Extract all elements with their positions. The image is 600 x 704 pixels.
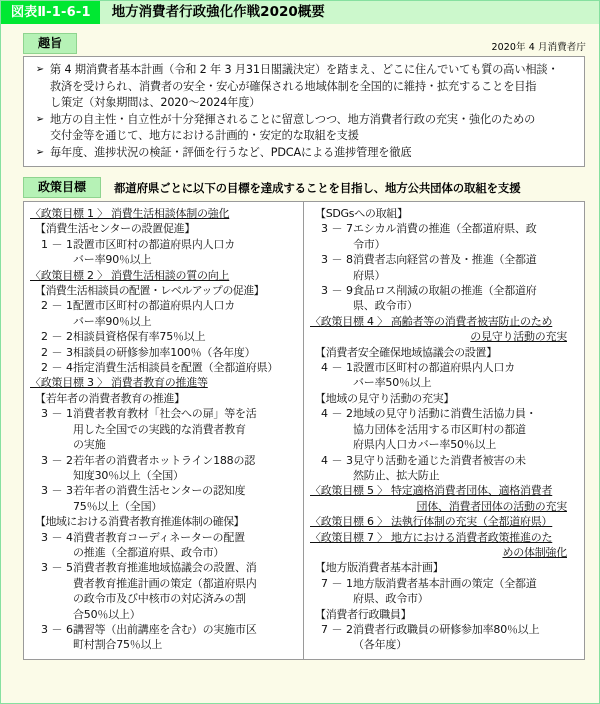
bullet-arrow-icon: ➢ (35, 146, 45, 158)
goal-item-text: 府県） (353, 268, 386, 282)
goal-item-text: 講習等（出前講座を含む）の実施市区 (73, 622, 257, 636)
figure-title-bar (1, 1, 599, 25)
goal-item-number: 2 － 1 (41, 299, 73, 313)
goal-item (29, 360, 300, 375)
goal-item (309, 453, 581, 468)
goal-item-number: 2 － 3 (41, 345, 73, 359)
goal-item-text: 協力団体を活用する市区町村の都道 (353, 422, 526, 436)
goal-heading: 〈政策目標 4 〉 高齢者等の消費者被害防止のため (310, 314, 553, 328)
goal-item-text: 食品ロス削減の取組の推進（全都道府 (353, 284, 537, 298)
goal-item-text: バー率50％以上 (353, 376, 432, 390)
goal-item-text: 費者教育推進計画の策定（都道府県内 (73, 576, 257, 590)
goal-heading: 〈政策目標 2 〉 消費生活相談の質の向上 (30, 268, 230, 282)
goal-item-number: 3 － 8 (321, 253, 353, 267)
goal-item (29, 530, 300, 545)
goal-item (29, 345, 300, 360)
goal-item-continuation (309, 268, 581, 283)
goal-subheading: 【地域における消費者教育推進体制の確保】 (35, 515, 244, 529)
goal-item-text: 府県、政令市） (353, 592, 429, 606)
goal-subheading: 【地方版消費者基本計画】 (315, 561, 444, 575)
goal-subheading: 【消費生活センターの設置促進】 (35, 222, 196, 236)
goal-item-text: 地域の見守り活動に消費生活協力員・ (353, 407, 537, 421)
goal-item-text: 町村割合75％以上 (73, 638, 163, 652)
goal-item-continuation (29, 591, 300, 606)
goal-item-text: の政令市及び中核市の対応済みの割 (73, 592, 246, 606)
goal-item-text: 配置市区町村の都道府県内人口カ (73, 299, 235, 313)
goal-item-number: 4 － 2 (321, 407, 353, 421)
goal-item-number: 2 － 2 (41, 330, 73, 344)
goal-item (29, 406, 300, 421)
goal-item-continuation (309, 422, 581, 437)
goal-item-number: 3 － 5 (41, 561, 73, 575)
goals-label-chip: 政策目標 (23, 177, 101, 198)
goal-heading: 〈政策目標 1 〉 消費生活相談体制の強化 (30, 207, 230, 220)
goal-item-continuation (29, 637, 300, 652)
goal-item-number: 3 － 6 (41, 622, 73, 636)
goal-item-continuation (29, 252, 300, 267)
goal-item-continuation (29, 499, 300, 514)
purpose-bullet-continuation (30, 95, 577, 112)
goal-item (29, 237, 300, 252)
purpose-box (23, 56, 585, 167)
goal-item-continuation (29, 468, 300, 483)
goal-subheading: 【消費生活相談員の配置・レベルアップの促進】 (35, 284, 265, 298)
goal-subheading: 【SDGsへの取組】 (315, 207, 408, 220)
goal-item-text: 然防止、拡大防止 (353, 468, 440, 482)
goal-heading-continuation: めの体制強化 (502, 545, 567, 559)
goal-item-number: 3 － 4 (41, 530, 73, 544)
goal-item-text: バー率90％以上 (73, 314, 152, 328)
goal-item-number: 3 － 1 (41, 407, 73, 421)
goal-item-text: 府県内人口カバー率50％以上 (353, 438, 497, 452)
goals-box (23, 201, 585, 660)
bullet-arrow-icon: ➢ (35, 64, 45, 75)
goals-section-header (1, 167, 599, 201)
purpose-bullet-text: 毎年度、進捗状況の検証・評価を行うなど、PDCAによる進捗管理を徹底 (50, 145, 412, 159)
goal-item (29, 483, 300, 498)
purpose-bullet-text: 救済を受けられ、消費者の安全・安心が確保される地域体制を全国的に維持・拡充することを目指 (50, 79, 537, 93)
goal-item-number: 3 － 2 (41, 453, 73, 467)
bullet-arrow-icon: ➢ (35, 113, 45, 125)
goal-item-text: の実施 (73, 438, 106, 452)
goal-heading-continuation: 団体、消費者団体の活動の充実 (416, 499, 567, 513)
goal-item-continuation (29, 437, 300, 452)
purpose-bullet-text: 第 4 期消費者基本計画（令和 2 年 3 月31日閣議決定）を踏まえ、どこに住んでいても質の高い相談・ (50, 63, 559, 76)
goal-item-continuation (309, 237, 581, 252)
goal-item (309, 221, 581, 236)
goal-item-continuation (309, 375, 581, 390)
goal-item-text: （各年度） (353, 638, 407, 652)
goal-item-number: 3 － 7 (321, 222, 353, 236)
goal-item-text: 若年者の消費者ホットライン188の認 (73, 453, 256, 467)
goal-item-text: 消費者教育コーディネーターの配置 (73, 530, 245, 544)
goal-item (29, 560, 300, 575)
goal-item-continuation (29, 314, 300, 329)
goal-item-number: 7 － 2 (321, 622, 353, 636)
goal-item-text: 設置市区町村の都道府県内人口カ (73, 237, 235, 251)
goals-lead-text: 都道府県ごとに以下の目標を達成することを目指し、地方公共団体の取組を支援 (114, 180, 521, 195)
goal-item-text: 相談員の研修参加率100％（各年度） (73, 345, 256, 359)
purpose-section-header (1, 25, 599, 56)
goal-item (309, 360, 581, 375)
goal-subheading: 【若年者の消費者教育の推進】 (35, 391, 185, 405)
goal-heading: 〈政策目標 6 〉 法執行体制の充実（全都道府県） (310, 515, 553, 529)
figure-number-label: 図表Ⅱ-1-6-1 (1, 1, 100, 24)
goal-item-number: 7 － 1 (321, 576, 353, 590)
goal-item-text: 75％以上（全国） (73, 499, 163, 513)
purpose-bullet-continuation (30, 79, 577, 96)
goal-item-text: 消費者行政職員の研修参加率80％以上 (353, 622, 540, 636)
purpose-bullet-text: 地方の自主性・自立性が十分発揮されることに留意しつつ、地方消費者行政の充実・強化のための (50, 112, 536, 126)
goal-item-number: 2 － 4 (41, 361, 73, 375)
goal-item-number: 4 － 3 (321, 453, 353, 467)
purpose-bullet-item (30, 62, 577, 79)
purpose-date-source: 2020年 4 月消費者庁 (491, 42, 586, 53)
goal-item-continuation (29, 422, 300, 437)
goal-item-text: 地方版消費者基本計画の策定（全都道 (353, 576, 537, 590)
goal-item-number: 1 － 1 (41, 237, 73, 251)
goal-item-continuation (309, 298, 581, 313)
goal-subheading: 【消費者行政職員】 (315, 607, 412, 621)
goal-item (29, 329, 300, 344)
goal-subheading: 【地域の見守り活動の充実】 (315, 391, 455, 405)
goal-subheading: 【消費者安全確保地域協議会の設置】 (315, 345, 497, 359)
purpose-bullet-item (30, 145, 577, 162)
goal-item-text: バー率90％以上 (73, 253, 152, 267)
goal-item-continuation (29, 576, 300, 591)
goal-item-text: 相談員資格保有率75％以上 (73, 330, 206, 344)
goal-item (29, 298, 300, 313)
goal-item-text: 消費者志向経営の普及・推進（全都道 (353, 253, 537, 267)
goal-item-text: 県、政令市） (353, 299, 418, 313)
goal-item-text: 用した全国での実践的な消費者教育 (73, 422, 246, 436)
purpose-bullet-text: 交付金等を通じて、地方における計画的・安定的な取組を支援 (50, 129, 359, 142)
goal-item-text: 設置市区町村の都道府県内人口カ (353, 361, 515, 375)
goal-item-text: 消費者教育推進地域協議会の設置、消 (73, 561, 257, 575)
purpose-bullet-text: し策定（対象期間は、2020〜2024年度） (50, 96, 261, 109)
purpose-label-chip: 趣旨 (23, 33, 77, 54)
goal-item-continuation (29, 545, 300, 560)
goal-heading: 〈政策目標 3 〉 消費者教育の推進等 (30, 376, 208, 390)
goal-item (309, 406, 581, 421)
goal-item-text: 見守り活動を通じた消費者被害の未 (353, 453, 526, 467)
goals-left-column (24, 202, 304, 659)
goal-heading-continuation: の見守り活動の充実 (470, 330, 567, 344)
goal-item-continuation (309, 591, 581, 606)
goal-item (29, 622, 300, 637)
purpose-bullet-continuation (30, 128, 577, 145)
goal-item-number: 4 － 1 (321, 361, 353, 375)
goal-item-number: 3 － 3 (41, 484, 73, 498)
goal-item-text: 令市） (353, 237, 386, 251)
goals-right-column (304, 202, 584, 659)
goal-item (309, 283, 581, 298)
goal-item-continuation (309, 437, 581, 452)
purpose-bullet-list (30, 62, 577, 161)
goal-item-text: エシカル消費の推進（全都道府県、政 (353, 222, 537, 236)
goal-heading: 〈政策目標 7 〉 地方における消費者政策推進のた (310, 530, 553, 544)
goal-item-text: 合50％以上） (73, 607, 141, 621)
goal-item (309, 576, 581, 591)
goal-item-text: 若年者の消費生活センターの認知度 (73, 484, 246, 498)
goal-item-text: 指定消費生活相談員を配置（全都道府県） (73, 361, 279, 375)
goal-item-text: 知度30％以上（全国） (73, 468, 184, 482)
figure-title: 地方消費者行政強化作戦2020概要 (111, 4, 325, 20)
goal-item (309, 252, 581, 267)
goal-item-continuation (309, 637, 581, 652)
goal-item-continuation (29, 607, 300, 622)
goal-item-number: 3 － 9 (321, 284, 353, 298)
goal-item (309, 622, 581, 637)
goal-item (29, 453, 300, 468)
goal-heading: 〈政策目標 5 〉 特定適格消費者団体、適格消費者 (310, 484, 553, 498)
purpose-bullet-item (30, 112, 577, 129)
goal-item-continuation (309, 468, 581, 483)
goal-item-text: 消費者教育教材「社会への扉」等を活 (73, 407, 257, 421)
goal-item-text: の推進（全都道府県、政令市） (73, 545, 225, 559)
